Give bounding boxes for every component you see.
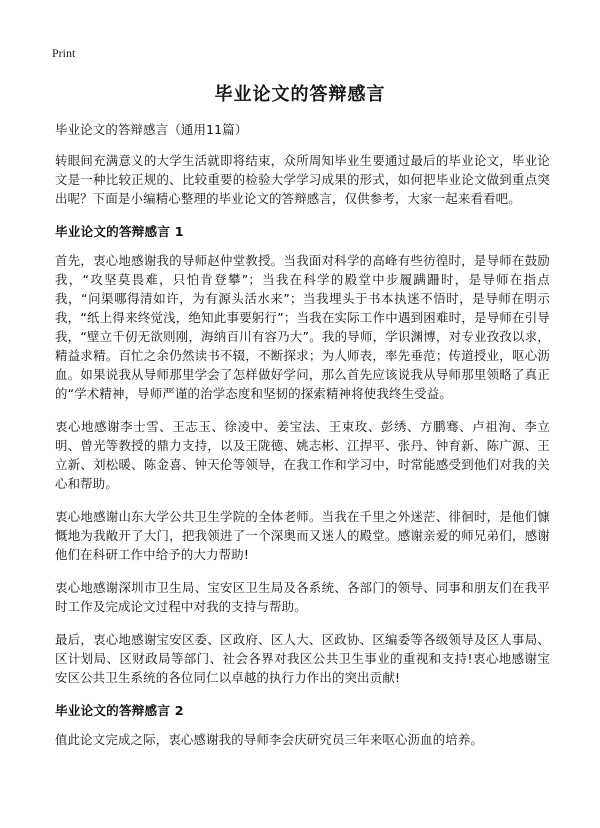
section-1-paragraph: 最后，衷心地感谢宝安区委、区政府、区人大、区政协、区编委等各级领导及区人事局、区计划局、区财政局等部门、社会各界对我区公共卫生事业的重视和支持!衷心地感谢宝安区公共卫生系统的各位同仁以卓越的执行力作出的突出贡献! (55, 632, 550, 685)
article-subtitle: 毕业论文的答辩感言（通用11篇） (55, 122, 248, 137)
page-title: 毕业论文的答辩感言 (214, 84, 386, 105)
intro-paragraph: 转眼间充满意义的大学生活就即将结束，众所周知毕业生要通过最后的毕业论文，毕业论文是一种比较正规的、比较重要的检验大学学习成果的形式，如何把毕业论文做到重点突出呢？下面是小编精心整理的毕业论文的答辩感言，仅供参考，大家一起来看看吧。 (55, 153, 550, 206)
article-body (55, 120, 550, 763)
section-1-heading: 毕业论文的答辩感言 1 (55, 224, 184, 239)
section-1-paragraph: 衷心地感谢李士雪、王志玉、徐凌中、姜宝法、王束玫、彭绣、方鹏骞、卢祖洵、李立明、曾光等教授的鼎力支持，以及王陇德、姚志彬、江捍平、张丹、钟育新、陈广源、王立新、刘松暖、陈金喜、钟天伦等领导，在我工作和学习中，时常能感受到他们对我的关心和帮助。 (55, 419, 550, 491)
section-1-paragraph: 衷心地感谢山东大学公共卫生学院的全体老师。当我在千里之外迷茫、徘徊时，是他们慷慨地为我敞开了大门，把我领进了一个深奥而又迷人的殿堂。感谢亲爱的师兄弟们，感谢他们在科研工作中给予的大力帮助! (55, 509, 550, 562)
section-2-paragraph: 值此论文完成之际，衷心感谢我的导师李会庆研究员三年来呕心沥血的培养。 (55, 732, 484, 747)
print-link[interactable]: Print (52, 46, 76, 60)
section-1-paragraph: 首先，衷心地感谢我的导师赵仲堂教授。当我面对科学的高峰有些彷徨时，是导师在鼓励我，“攻坚莫畏难，只怕肯登攀”；当我在科学的殿堂中步履蹒跚时，是导师在指点我，“问渠哪得清如许，为有源头活水来”；当我埋头于书本执迷不悟时，是导师在明示我，“纸上得来终觉浅，绝知此事要躬行”；当我在实际工作中遇到困难时，是导师在引导我，“壁立千仞无欲则刚，海纳百川有容乃大”。我的导师，学识渊博，对专业孜孜以求，精益求精。百忙之余仍然读书不辍，不断探求；为人师表，率先垂范；传道授业，呕心沥血。如果说我从导师那里学会了怎样做好学问，那么首先应该说我从导师那里领略了真正的“学术精神，导师严谨的治学态度和坚韧的探索精神将使我终生受益。 (55, 253, 550, 401)
section-2-heading: 毕业论文的答辩感言 2 (55, 703, 184, 718)
section-1-paragraph: 衷心地感谢深圳市卫生局、宝安区卫生局及各系统、各部门的领导、同事和朋友们在我平时工作及完成论文过程中对我的支持与帮助。 (55, 580, 550, 614)
